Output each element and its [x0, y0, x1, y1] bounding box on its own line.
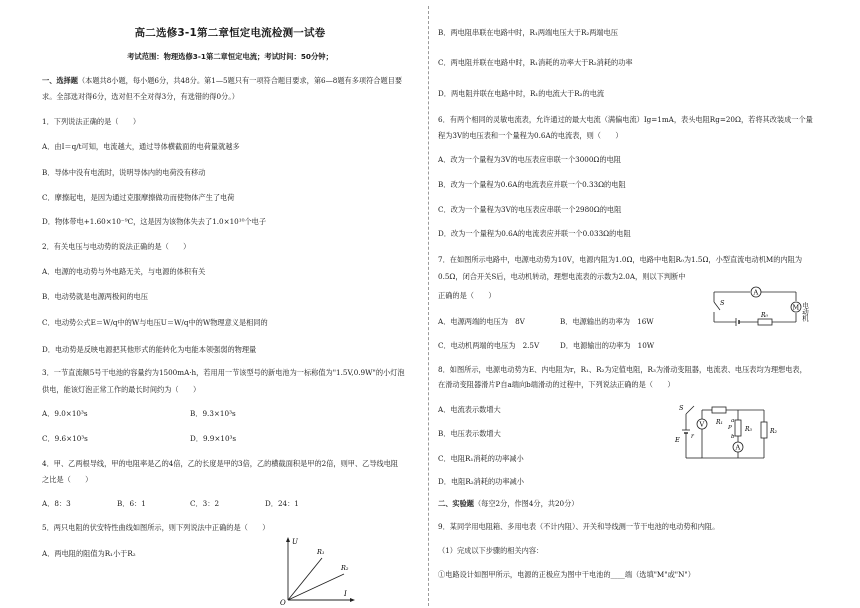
q3-option-b: B．9.3×10³s — [190, 409, 236, 418]
q7-option-d: D．电源输出的功率为 10W — [560, 341, 655, 350]
q7-switch-label: S — [720, 299, 725, 307]
graph-u-label: U — [292, 538, 298, 546]
q9-sub2: ①电路设计如图甲所示，电源的正极应为图中干电池的____端（选填"M"或"N"） — [438, 570, 695, 579]
q8-circuit-diagram — [672, 400, 784, 466]
q8-voltmeter-label: V — [699, 420, 705, 429]
q7-stem-3: 正确的是（ ） — [438, 291, 496, 300]
q8-s-label: S — [679, 404, 684, 412]
graph-i-arrow — [350, 598, 355, 602]
q8-b-label: b — [731, 434, 735, 440]
r1-resistor-icon — [712, 407, 726, 413]
q8-option-c: C．电阻R₁消耗的功率减小 — [438, 454, 524, 463]
q8-stem-2: 在滑动变阻器滑片P自a端向b端滑动的过程中，下列说法正确的是（ ） — [438, 380, 675, 389]
section2-header — [438, 499, 579, 509]
graph-line-r1 — [288, 558, 322, 600]
q2-option-d: D．电动势是反映电源把其他形式的能转化为电能本领强弱的物理量 — [42, 345, 257, 354]
q8-r-label: r — [691, 433, 694, 440]
q7-option-c: C．电动机两端的电压为 2.5V — [438, 341, 540, 350]
graph-u-arrow — [286, 537, 290, 542]
page-title: 高二选修3-1第二章恒定电流检测一试卷 — [134, 27, 326, 39]
section1-header — [42, 76, 402, 86]
graph-line-r2 — [288, 574, 344, 600]
graph-origin-label: O — [280, 599, 286, 606]
exam-info: 考试范围：物理选修3-1第二章恒定电流；考试时间：50分钟； — [127, 52, 333, 61]
q6-option-d: D．改为一个量程为0.6A的电流表应并联一个0.033Ω的电阻 — [438, 229, 631, 238]
q7-motor-label: 电动机 — [801, 302, 809, 322]
q5-iu-graph — [278, 534, 360, 606]
r3-rheostat-icon — [735, 420, 741, 436]
q7-stem-1: 7．在如图所示电路中，电源电动势为10V，电源内阻为1.0Ω，电路中电阻R₀为1.5Ω，小型直流电动机M的内阻为 — [438, 255, 803, 264]
q4-stem-1: 4．甲、乙两根导线，甲的电阻率是乙的4倍，乙的长度是甲的3倍，乙的横截面积是甲的2倍，则甲、乙导线电阻 — [42, 459, 399, 468]
graph-r1-label: R₁ — [317, 548, 325, 556]
q8-r3-label: R₃ — [745, 426, 752, 433]
graph-i-label: I — [344, 590, 347, 598]
column-divider — [428, 6, 429, 606]
q5-option-d: D．两电阻并联在电路中时，R₁的电流大于R₂的电流 — [438, 89, 605, 98]
section2-head: 二、实验题 — [438, 499, 474, 508]
q7-option-a: A．电源两端的电压为 8V — [438, 317, 525, 326]
q3-stem-2: 供电，能该灯泡正常工作的最长时间约为（ ） — [42, 385, 201, 394]
q2-option-b: B．电动势就是电源两极间的电压 — [42, 292, 148, 301]
q5-stem: 5．两只电阻的伏安特性曲线如图所示，则下列说法中正确的是（ ） — [42, 523, 270, 532]
q1-option-a: A．由I＝q/t可知，电流越大，通过导体横截面的电荷量就越多 — [42, 142, 240, 151]
resistor-icon — [758, 319, 772, 325]
q4-option-a: A．8：3 — [42, 499, 71, 508]
section1-desc-2: 求。全部选对得6分，选对但不全对得3分，有选错的得0分。） — [42, 92, 239, 101]
section2-desc: （每空2分，作图4分，共20分） — [473, 499, 579, 508]
q9-stem: 9．某同学用电阻箱、多用电表（不计内阻）、开关和导线测一节干电池的电动势和内阻。 — [438, 522, 720, 531]
q3-option-d: D．9.9×10³s — [190, 434, 237, 443]
q8-r2-label: R₂ — [770, 428, 777, 435]
q7-stem-2: 0.5Ω，闭合开关S后，电动机转动，理想电流表的示数为2.0A，则以下判断中 — [438, 272, 686, 281]
q5-option-b: B．两电阻串联在电路中时，R₁两端电压大于R₂两端电压 — [438, 28, 618, 37]
q8-option-a: A．电流表示数增大 — [438, 405, 501, 414]
q8-p-label: P — [728, 425, 732, 431]
q8-r1-label: R₁ — [716, 419, 723, 426]
q7-option-b: B．电源输出的功率为 16W — [560, 317, 654, 326]
graph-r2-label: R₂ — [341, 564, 349, 572]
q4-stem-2: 之比是（ ） — [42, 475, 93, 484]
q6-stem-1: 6．有两个相同的灵敏电流表，允许通过的最大电流（满偏电流）Ig=1mA，表头电阻Rg=20Ω，若将其改装成一个量 — [438, 115, 813, 124]
switch-icon — [686, 406, 694, 414]
q8-stem-1: 8．如图所示，电源电动势为E、内电阻为r，R₁、R₂为定值电阻，R₃为滑动变阻器，电流表、电压表均为理想电表， — [438, 365, 807, 374]
q1-option-d: D．物体带电+1.60×10⁻⁹C，这是因为该物体失去了1.0×10¹⁰个电子 — [42, 217, 267, 226]
q3-stem-1: 3．一节直流额5号干电池的容量约为1500mA·h，若用用一节该型号的新电池为一标称值为"1.5V,0.9W"的小灯泡 — [42, 368, 405, 377]
q8-ammeter-label: A — [735, 443, 741, 452]
q4-option-b: B．6：1 — [117, 499, 146, 508]
q6-option-b: B．改为一个量程为0.6A的电流表应并联一个0.33Ω的电阻 — [438, 180, 626, 189]
r2-resistor-icon — [761, 422, 767, 438]
q4-option-d: D．24：1 — [265, 499, 299, 508]
q4-option-c: C．3：2 — [190, 499, 220, 508]
section1-desc: （本题共8小题，每小题6分，共48分。第1—5题只有一项符合题目要求，第6—8题有多项符合题目要 — [77, 76, 403, 85]
q3-option-c: C．9.6×10³s — [42, 434, 88, 443]
q2-option-c: C．电动势公式E＝W/q中的W与电压U＝W/q中的W物理意义是相同的 — [42, 318, 268, 327]
q6-option-c: C．改为一个量程为3V的电压表应串联一个2980Ω的电阻 — [438, 205, 622, 214]
q6-option-a: A．改为一个量程为3V的电压表应串联一个3000Ω的电阻 — [438, 155, 621, 164]
q1-option-b: B．导体中没有电流时，说明导体内的电荷没有移动 — [42, 168, 206, 177]
q7-ammeter-label: A — [753, 288, 759, 297]
q1-option-c: C．摩擦起电，是因为通过克服摩擦做功而使物体产生了电荷 — [42, 193, 235, 202]
q8-option-d: D．电阻R₂消耗的功率减小 — [438, 477, 524, 486]
q2-option-a: A．电源的电动势与外电路无关，与电源的体积有关 — [42, 267, 206, 276]
q5-option-c: C．两电阻并联在电路中时，R₁消耗的功率大于R₂消耗的功率 — [438, 58, 633, 67]
q9-sub1: （1）完成以下步骤的相关内容： — [438, 546, 544, 555]
q8-option-b: B．电压表示数增大 — [438, 429, 501, 438]
q5-option-a: A．两电阻的阻值为R₁小于R₂ — [42, 549, 136, 558]
q3-option-a: A．9.0×10³s — [42, 409, 88, 418]
q8-a-label: a — [731, 418, 735, 424]
q7-motor-symbol: M — [792, 303, 800, 312]
q1-stem: 1．下列说法正确的是（ ） — [42, 117, 141, 126]
q2-stem: 2．有关电压与电动势的说法正确的是（ ） — [42, 242, 191, 251]
q7-resistor-label: R₀ — [761, 312, 768, 319]
q6-stem-2: 程为3V的电压表和一个量程为0.6A的电流表，则（ ） — [438, 131, 623, 140]
q7-circuit-diagram — [706, 280, 824, 330]
section1-head: 一、选择题 — [42, 76, 78, 85]
q8-e-label: E — [675, 436, 680, 444]
